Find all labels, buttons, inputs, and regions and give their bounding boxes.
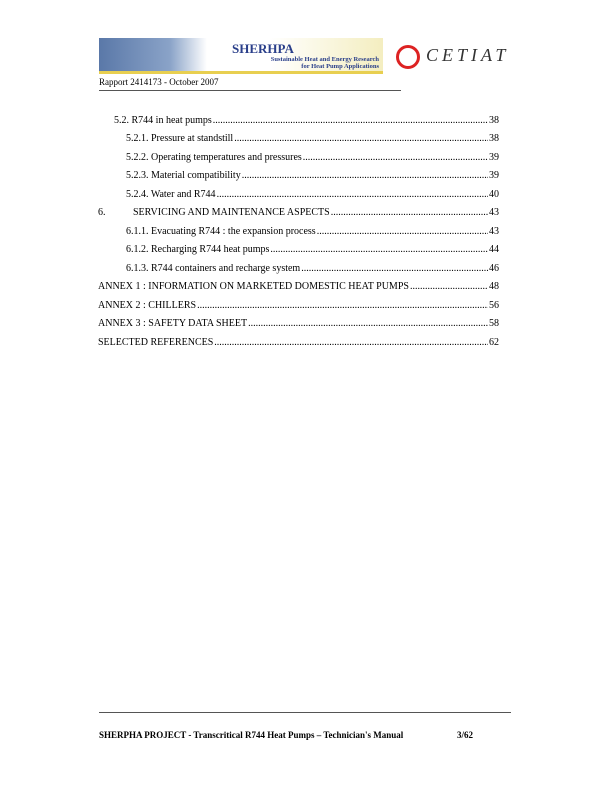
toc-title: 6.1.2. Recharging R744 heat pumps bbox=[126, 244, 270, 256]
toc-page: 38 bbox=[489, 133, 499, 145]
header-divider bbox=[99, 90, 401, 91]
toc-leader bbox=[248, 318, 488, 329]
toc-title: 5.2.1. Pressure at standstill bbox=[126, 133, 234, 145]
toc-entry[interactable] bbox=[98, 185, 499, 204]
toc-entry[interactable] bbox=[98, 278, 499, 297]
toc-leader bbox=[242, 170, 488, 181]
toc-title: 5.2.2. Operating temperatures and pressures bbox=[126, 151, 302, 163]
toc-leader bbox=[234, 133, 488, 144]
toc-entry[interactable] bbox=[98, 111, 499, 130]
toc-entry[interactable] bbox=[98, 167, 499, 186]
toc-leader bbox=[214, 337, 488, 348]
toc-number: 6. bbox=[98, 207, 106, 219]
toc-leader bbox=[301, 263, 488, 274]
footer-title: SHERPHA PROJECT - Transcritical R744 Heat Pumps – Technician's Manual bbox=[99, 730, 404, 740]
toc-page: 43 bbox=[489, 225, 499, 237]
toc-leader bbox=[410, 281, 488, 292]
toc-entry[interactable] bbox=[98, 296, 499, 315]
toc-entry[interactable] bbox=[98, 259, 499, 278]
toc-entry[interactable] bbox=[98, 222, 499, 241]
page-number: 3/62 bbox=[457, 730, 474, 740]
footer-divider bbox=[99, 712, 511, 713]
banner-subtitle-2: for Heat Pump Applications bbox=[301, 63, 379, 70]
toc-page: 56 bbox=[489, 299, 499, 311]
toc-leader bbox=[303, 152, 488, 163]
toc-page: 62 bbox=[489, 336, 499, 348]
toc-page: 39 bbox=[489, 151, 499, 163]
toc-page: 44 bbox=[489, 244, 499, 256]
toc-entry[interactable] bbox=[98, 333, 499, 352]
banner-subtitle bbox=[209, 56, 379, 70]
toc-page: 43 bbox=[489, 207, 499, 219]
toc-entry[interactable] bbox=[98, 315, 499, 334]
toc-page: 38 bbox=[489, 114, 499, 126]
toc-title: 6.1.3. R744 containers and recharge system bbox=[126, 262, 301, 274]
toc-title: 5.2.4. Water and R744 bbox=[126, 188, 216, 200]
toc-title: ANNEX 1 : INFORMATION ON MARKETED DOMESTIC HEAT PUMPS bbox=[98, 281, 409, 293]
toc-entry[interactable] bbox=[98, 148, 499, 167]
cetiat-logo-text: CETIAT bbox=[426, 45, 510, 65]
toc-title: 6.1.1. Evacuating R744 : the expansion process bbox=[126, 225, 316, 237]
toc-page: 48 bbox=[489, 281, 499, 293]
cetiat-emblem-icon bbox=[396, 45, 420, 69]
toc-leader bbox=[317, 226, 488, 237]
toc-entry[interactable] bbox=[98, 241, 499, 260]
toc-page: 58 bbox=[489, 318, 499, 330]
toc-leader bbox=[213, 115, 488, 126]
toc-leader bbox=[217, 189, 488, 200]
toc-entry[interactable] bbox=[98, 130, 499, 149]
cetiat-logo bbox=[396, 43, 510, 73]
toc-page: 40 bbox=[489, 188, 499, 200]
toc-entry[interactable] bbox=[98, 204, 499, 223]
toc-title: SELECTED REFERENCES bbox=[98, 336, 214, 348]
toc-leader bbox=[270, 244, 488, 255]
banner-subtitle-1: Sustainable Heat and Energy Research bbox=[270, 56, 379, 63]
toc-title: SERVICING AND MAINTENANCE ASPECTS bbox=[133, 207, 330, 219]
toc-title: ANNEX 3 : SAFETY DATA SHEET bbox=[98, 318, 248, 330]
toc-title: 5.2. R744 in heat pumps bbox=[114, 114, 212, 126]
toc-title: 5.2.3. Material compatibility bbox=[126, 170, 241, 182]
sherhpa-banner-logo bbox=[99, 38, 383, 74]
table-of-contents bbox=[98, 111, 499, 352]
toc-title: ANNEX 2 : CHILLERS bbox=[98, 299, 197, 311]
toc-leader bbox=[331, 207, 488, 218]
toc-page: 39 bbox=[489, 170, 499, 182]
toc-page: 46 bbox=[489, 262, 499, 274]
banner-title: SHERHPA bbox=[232, 41, 294, 56]
report-reference: Rapport 2414173 - October 2007 bbox=[99, 77, 219, 87]
toc-leader bbox=[197, 300, 488, 311]
